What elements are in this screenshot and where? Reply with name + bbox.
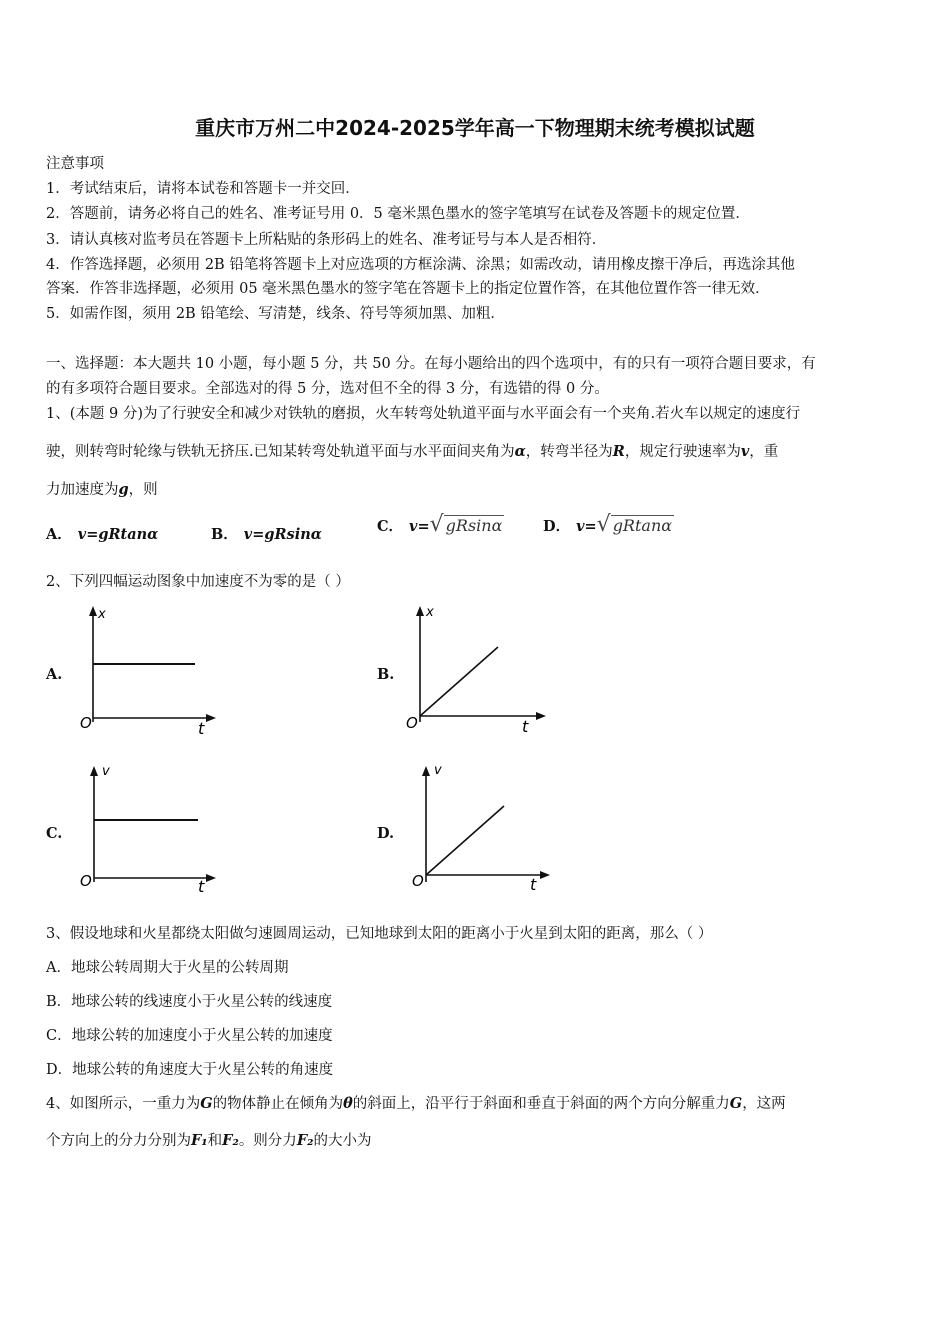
notice-item: 2．答题前，请务必将自己的姓名、准考证号用 0．5 毫米黑色墨水的签字笔填写在试卷及答题卡的规定位置． [46, 206, 750, 222]
q3-option-d[interactable]: D．地球公转的角速度大于火星公转的角速度 [46, 1062, 334, 1078]
q1-option-c[interactable]: C． v=√ gRsinα [377, 512, 503, 537]
q4-stem: 个方向上的分力分别为F₁和F₂。则分力F₂的大小为 [46, 1132, 372, 1149]
origin-label: O [406, 714, 418, 732]
page-title: 重庆市万州二中2024-2025学年高一下物理期末统考模拟试题 [195, 116, 755, 140]
q2-graph-c [70, 758, 230, 898]
notice-item: 5．如需作图，须用 2B 铅笔绘、写清楚，线条、符号等须加黑、加粗． [46, 306, 505, 322]
x-axis-label: t [198, 719, 205, 738]
origin-label: O [80, 714, 92, 732]
q2-stem: 2、下列四幅运动图象中加速度不为零的是（ ） [46, 574, 350, 590]
q2-graph-a [70, 600, 230, 740]
q1-stem: 力加速度为g，则 [46, 481, 158, 498]
x-axis-label: t [522, 717, 529, 736]
q2-option-c-label[interactable]: C. [46, 825, 63, 842]
q4-stem: 4、如图所示，一重力为G的物体静止在倾角为θ的斜面上，沿平行于斜面和垂直于斜面的两个方向分解重力G，这两 [46, 1095, 786, 1112]
notice-heading: 注意事项 [46, 156, 104, 172]
q3-option-b[interactable]: B．地球公转的线速度小于火星公转的线速度 [46, 994, 333, 1010]
q3-stem: 3、假设地球和火星都绕太阳做匀速圆周运动，已知地球到太阳的距离小于火星到太阳的距离，那么（ ） [46, 926, 713, 942]
notice-item: 答案．作答非选择题，必须用 05 毫米黑色墨水的签字笔在答题卡上的指定位置作答，在其他位置作答一律无效． [46, 281, 770, 297]
q2-option-d-label[interactable]: D. [377, 825, 395, 842]
section-instructions: 的有多项符合题目要求。全部选对的得 5 分，选对但不全的得 3 分，有选错的得 0 分。 [46, 381, 609, 397]
q1-stem: 1、(本题 9 分)为了行驶安全和减少对铁轨的磨损，火车转弯处轨道平面与水平面会有一个夹角.若火车以规定的速度行 [46, 406, 801, 422]
y-axis-label: v [434, 763, 442, 778]
q2-graph-b [400, 600, 560, 740]
q3-option-a[interactable]: A．地球公转周期大于火星的公转周期 [46, 960, 289, 976]
q1-stem: 驶，则转弯时轮缘与铁轨无挤压.已知某转弯处轨道平面与水平面间夹角为α，转弯半径为R，规定行驶速率为v，重 [46, 443, 779, 460]
q2-option-b-label[interactable]: B. [377, 666, 395, 683]
x-axis-label: t [198, 877, 205, 896]
y-axis-label: x [98, 607, 106, 622]
x-axis-label: t [530, 875, 537, 894]
y-axis-label: x [426, 605, 434, 620]
notice-item: 4．作答选择题，必须用 2B 铅笔将答题卡上对应选项的方框涂满、涂黑；如需改动，请用橡皮擦干净后，再选涂其他 [46, 257, 795, 273]
q1-option-b[interactable]: B． v=gRsinα [211, 526, 322, 543]
q3-option-c[interactable]: C．地球公转的加速度小于火星公转的加速度 [46, 1028, 333, 1044]
q1-option-a[interactable]: A． v=gRtanα [46, 526, 159, 543]
q2-option-a-label[interactable]: A. [46, 666, 63, 683]
q1-option-d[interactable]: D． v=√ gRtanα [543, 512, 673, 537]
origin-label: O [80, 872, 92, 890]
notice-item: 1．考试结束后，请将本试卷和答题卡一并交回． [46, 181, 360, 197]
y-axis-label: v [102, 764, 110, 779]
q2-graph-d [404, 758, 564, 898]
section-instructions: 一、选择题：本大题共 10 小题，每小题 5 分，共 50 分。在每小题给出的四个选项中，有的只有一项符合题目要求，有 [46, 356, 816, 372]
origin-label: O [412, 872, 424, 890]
notice-item: 3．请认真核对监考员在答题卡上所粘贴的条形码上的姓名、准考证号与本人是否相符． [46, 232, 607, 248]
